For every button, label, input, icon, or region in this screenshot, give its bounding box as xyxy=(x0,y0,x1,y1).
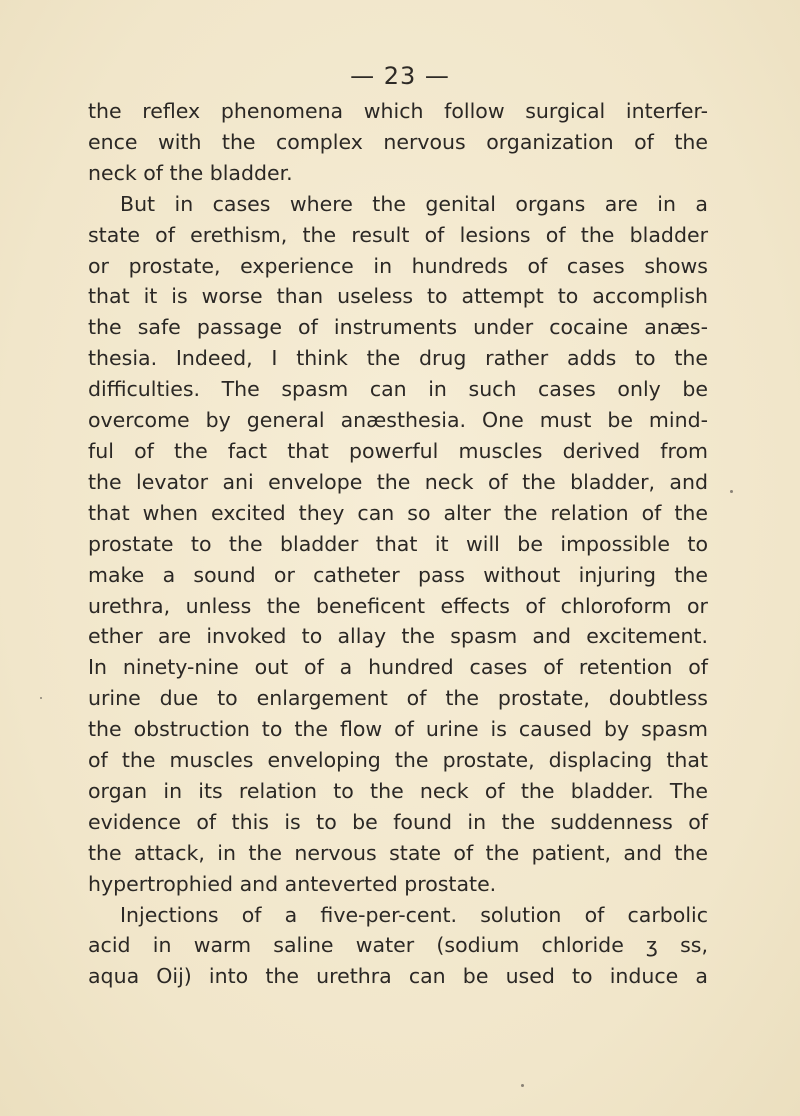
text-line: evidence of this is to be found in the suddenness of xyxy=(88,809,708,834)
text-line: ence with the complex nervous organization of the xyxy=(88,129,708,154)
text-line: hypertrophied and anteverted prostate. xyxy=(88,871,497,896)
text-line: acid in warm saline water (sodium chloride ʒ ss, xyxy=(88,933,708,958)
body-text xyxy=(88,96,708,992)
text-line: that when excited they can so alter the relation of the xyxy=(88,500,708,525)
text-line: In ninety-nine out of a hundred cases of retention of xyxy=(88,655,708,680)
text-line: that it is worse than useless to attempt to accomplish xyxy=(88,284,708,309)
text-line: urethra, unless the beneficent effects of chloroform or xyxy=(88,593,708,618)
text-line: the reflex phenomena which follow surgical interfer- xyxy=(88,99,708,123)
text-line: Injections of a five-per-cent. solution of carbolic xyxy=(120,902,708,927)
text-line: of the muscles enveloping the prostate, displacing that xyxy=(88,748,708,773)
text-line: organ in its relation to the neck of the bladder. The xyxy=(88,778,708,803)
text-line: neck of the bladder. xyxy=(88,160,293,185)
text-line: the attack, in the nervous state of the patient, and the xyxy=(88,840,708,865)
text-line: ful of the fact that powerful muscles derived from xyxy=(88,438,708,463)
text-line: state of erethism, the result of lesions of the bladder xyxy=(88,222,708,247)
text-line: the obstruction to the flow of urine is caused by spasm xyxy=(88,717,708,742)
text-line: ether are invoked to allay the spasm and excitement. xyxy=(88,624,708,649)
text-line: the levator ani envelope the neck of the bladder, and xyxy=(88,469,708,494)
text-line: or prostate, experience in hundreds of cases shows xyxy=(88,253,708,278)
page-number: — 23 — xyxy=(350,62,450,90)
text-line: overcome by general anæsthesia. One must be mind- xyxy=(88,408,708,433)
paper-speck xyxy=(521,1084,524,1087)
paper-speck xyxy=(40,697,42,699)
text-line: prostate to the bladder that it will be impossible to xyxy=(88,531,708,556)
text-line: aqua Oij) into the urethra can be used to induce a xyxy=(88,964,708,989)
text-line: difficulties. The spasm can in such cases only be xyxy=(88,377,708,402)
text-line: urine due to enlargement of the prostate, doubtless xyxy=(88,686,708,711)
paper-speck xyxy=(730,490,733,493)
text-line: make a sound or catheter pass without injuring the xyxy=(88,562,708,587)
text-line: the safe passage of instruments under cocaine anæs- xyxy=(88,315,708,340)
text-line: But in cases where the genital organs are in a xyxy=(120,191,708,216)
text-line: thesia. Indeed, I think the drug rather adds to the xyxy=(88,346,708,371)
